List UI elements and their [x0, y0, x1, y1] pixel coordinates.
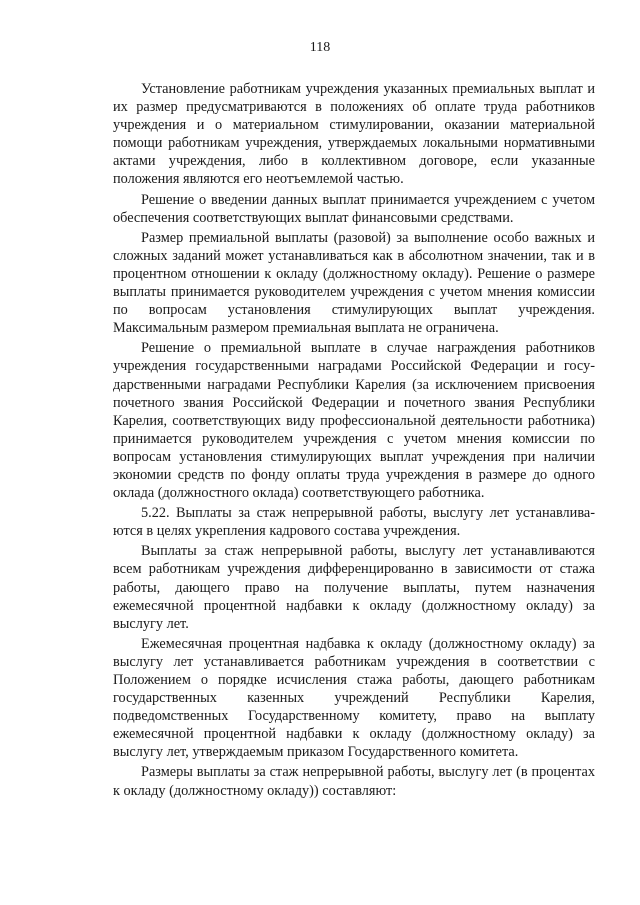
document-body — [113, 80, 595, 800]
paragraph-payment-sizes: Размеры выплаты за стаж непрерывной работы, выслугу лет (в процентах к окладу (должностному окладу)) составляют: — [113, 764, 595, 799]
paragraph-state-awards-bonus: Решение о премиальной выплате в случае награждения работников учреждения государственными наградами Российской Федерации и госу-дарственными наградами Республики Карелия (за исключением присвоения почетного звания Российской Федерации и почетного звания Республики Карелия, соответствующих виду профессиональной деятельности работника) принимается руководителем учреждения с учетом мнения комиссии по вопросам установления стимулирующих выплат учреждения при наличии экономии средств по фонду оплаты труда учреждения в размере до одного оклада (должностного оклада) соответствующего работника. — [113, 340, 595, 502]
paragraph-clause-5-22: 5.22. Выплаты за стаж непрерывной работы, выслугу лет устанавлива-ются в целях укрепления кадрового состава учреждения. — [113, 505, 595, 540]
paragraph-bonus-provisions: Установление работникам учреждения указанных премиальных выплат и их размер предусматриваются в положениях об оплате труда работников учреждения и о материальном стимулировании, оказании материальной помощи работникам учреждения, утверждаемых локальными нормативными актами учреждения, либо в коллективном договоре, если указанные положения являются его неотъемлемой частью. — [113, 81, 595, 188]
page-number: 118 — [309, 40, 331, 55]
paragraph-monthly-allowance: Ежемесячная процентная надбавка к окладу (должностному окладу) за выслугу лет устанавливается работникам учреждения в соответствии с Положением о порядке исчисления стажа работы, дающего работникам государственных казенных учреждений Республики Карелия, подведомственных Государственному комитету, право на выплату ежемесячной процентной надбавки к окладу (должностному окладу) за выслугу лет, утверждаемым приказом Государственного комитета. — [113, 635, 595, 761]
paragraph-seniority-payments: Выплаты за стаж непрерывной работы, выслугу лет устанавливаются всем работникам учреждения дифференцированно в зависимости от стажа работы, дающего право на получение выплаты, путем назначения ежемесячной процентной надбавки к окладу (должностному окладу) за выслугу лет. — [113, 543, 595, 632]
paragraph-decision-introduction: Решение о введении данных выплат принимается учреждением с учетом обеспечения соответствующих выплат финансовыми средствами. — [113, 191, 595, 226]
paragraph-one-time-bonus-size: Размер премиальной выплаты (разовой) за выполнение особо важных и сложных заданий может устанавливаться как в абсолютном значении, так и в процентном отношении к окладу (должностному окладу). Решение о размере выплаты принимается руководителем учреждения с учетом мнения комиссии по вопросам установления стимулирующих выплат учреждения. Максимальным размером премиальная выплата не ограничена. — [113, 229, 595, 337]
